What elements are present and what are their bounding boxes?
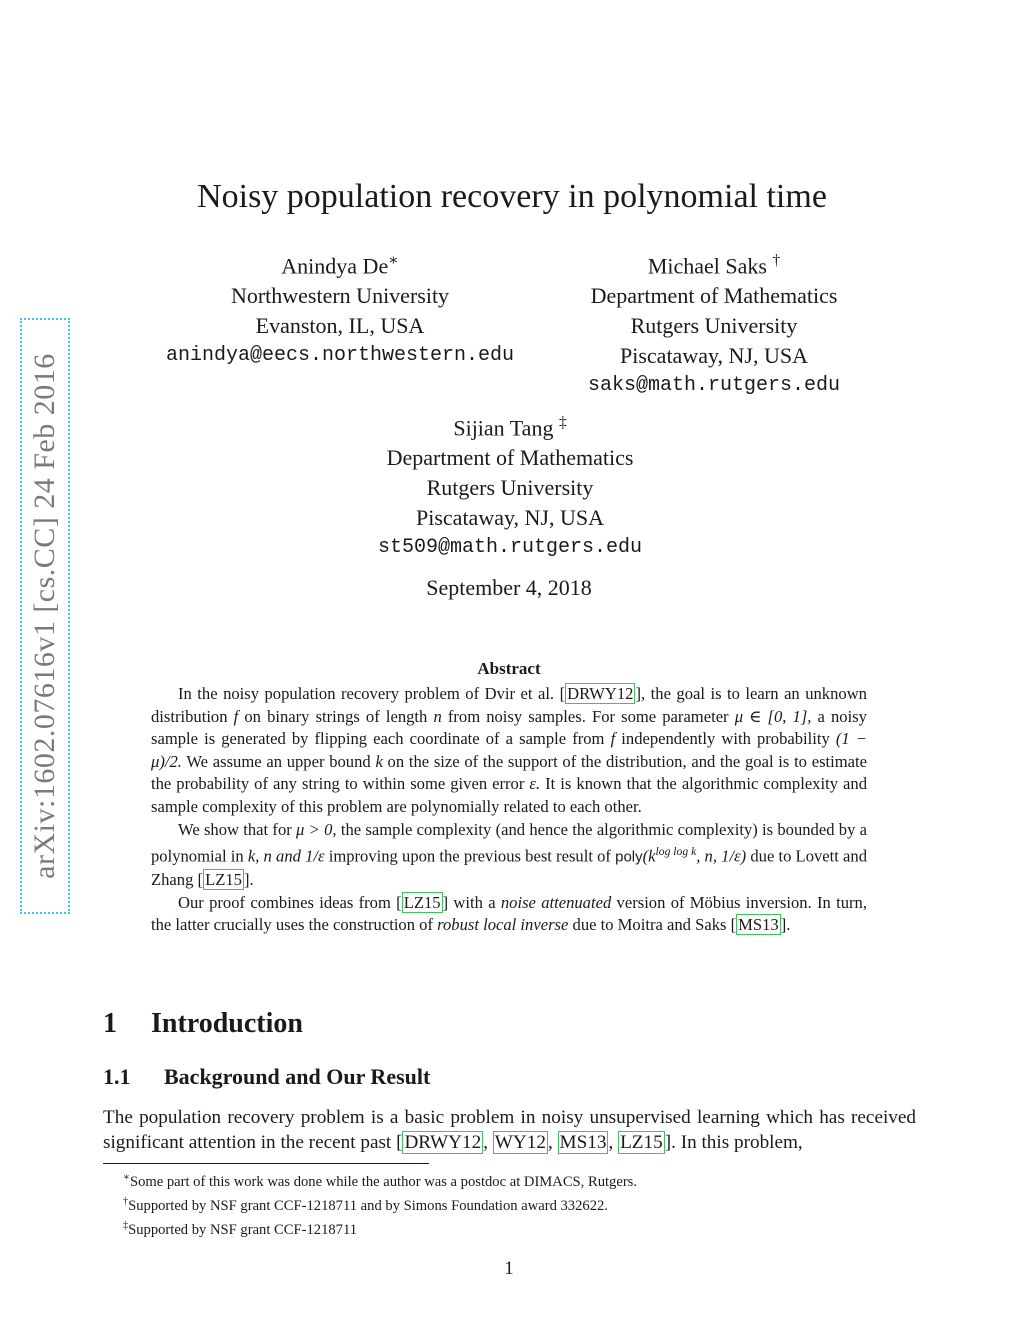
text-run: with a — [453, 892, 496, 912]
author-affiliation: Rutgers University — [630, 313, 798, 339]
text-run: It is known that the algorithmic complexity and sample complexity of this problem are polynomially related to each other. — [151, 774, 867, 816]
subsection-heading-background — [103, 1064, 430, 1090]
text-run: on binary strings of length — [244, 706, 428, 726]
abstract-body — [151, 683, 867, 937]
footnote-text: Supported by NSF grant CCF-1218711 — [128, 1221, 358, 1238]
citation-link[interactable]: WY12 — [494, 1132, 546, 1153]
math-var: ε. — [529, 774, 541, 794]
math-expr: (k — [642, 846, 656, 866]
author-name: Michael Saks — [647, 253, 767, 279]
author-block-saks — [514, 246, 914, 401]
abstract-paragraph-2: We show that for μ > 0, the sample complexity (and hence the algorithmic complexity) is bounded by a polynomial in k, n and 1/ε improving upon the previous best result of $poly(k^{log log k}$, n, 1/ε) due to Lovett and Zhang [ LZ15 ]. — [151, 819, 868, 890]
abstract-heading: Abstract — [477, 659, 541, 678]
footnote-mark[interactable]: ‡ — [558, 414, 567, 431]
arxiv-stamp — [20, 318, 70, 914]
text-run: a noisy sample is generated by flipping each coordinate of a sample from — [151, 706, 867, 749]
intro-paragraph: The population recovery problem is a basic problem in noisy unsupervised learning which has received significant attention in the recent past [ DRWY12 , WY12 , MS13 , LZ15 ]. In this problem, — [103, 1107, 916, 1153]
section-heading-introduction — [103, 1008, 303, 1040]
author-location: Piscataway, NJ, USA — [620, 343, 808, 369]
subsection-number: 1.1 — [103, 1064, 131, 1089]
citation-link[interactable]: LZ15 — [403, 892, 441, 912]
footnote-mark[interactable]: ∗ — [388, 252, 399, 269]
footnote-mark: † — [123, 1195, 129, 1207]
author-name: Sijian Tang — [453, 415, 554, 441]
math-var: f — [233, 706, 239, 726]
page-number: 1 — [504, 1258, 514, 1279]
footnotes — [103, 1168, 923, 1240]
paper-date: September 4, 2018 — [426, 575, 592, 600]
abstract-paragraph-1: In the noisy population recovery problem of Dvir et al. [ DRWY12 ], the goal is to learn an unknown distribution f on binary strings of length n from noisy samples. For some parameter μ ∈ [0, 1], a noisy sample is generated by flipping each coordinate of a sample from f independently with probability (1 − μ)/2. We assume an upper bound k on the size of the support of the distribution, and the goal is to estimate the probability of any string to within some given error ε. It is known that the algorithmic complexity and sample complexity of this problem are polynomially related to each other. — [151, 684, 868, 816]
author-block-de — [140, 246, 540, 371]
emphasis-text: noise attenuated — [500, 892, 612, 912]
math-function: poly — [615, 848, 643, 866]
text-run: We show that for — [178, 819, 292, 839]
text-run: The population recovery problem is a basic problem in noisy unsupervised learning which has received significant attention in the recent past — [103, 1107, 916, 1153]
author-name: Anindya De — [281, 253, 389, 279]
text-run: We assume an upper bound — [186, 751, 371, 771]
text-run: improving upon the previous best result of — [328, 846, 611, 866]
citation-link[interactable]: LZ15 — [620, 1132, 663, 1153]
citation-link[interactable]: MS13 — [738, 915, 779, 935]
footnote-text: Some part of this work was done while the author was a postdoc at DIMACS, Rutgers. — [129, 1173, 638, 1190]
citation-link[interactable]: DRWY12 — [404, 1132, 482, 1153]
math-expr: (1 − μ)/2. — [151, 729, 868, 771]
math-expr: k, n and 1/ε — [247, 846, 325, 866]
footnote — [103, 1216, 923, 1240]
footnote — [103, 1168, 923, 1192]
author-block-tang — [310, 408, 710, 563]
footnote-mark: ∗ — [123, 1172, 130, 1183]
emphasis-text: robust local inverse — [437, 915, 569, 935]
math-var: f — [610, 729, 616, 749]
text-run: from noisy samples. For some parameter — [447, 706, 729, 726]
arxiv-identifier[interactable]: arXiv:1602.07616v1 [cs.CC] 24 Feb 2016 — [28, 353, 61, 879]
math-expr: μ > 0, — [296, 819, 337, 839]
author-affiliation: Rutgers University — [426, 475, 594, 501]
footnote-mark[interactable]: † — [772, 252, 781, 269]
author-email[interactable]: anindya@eecs.northwestern.edu — [165, 344, 515, 368]
footnote-rule — [103, 1163, 429, 1164]
author-department: Department of Mathematics — [386, 445, 634, 471]
text-run: due to Moitra and Saks — [572, 915, 727, 935]
citation-link[interactable]: LZ15 — [205, 870, 242, 890]
paper-title: Noisy population recovery in polynomial time — [197, 178, 827, 215]
math-var: n — [433, 706, 442, 726]
text-run: In the noisy population recovery problem of Dvir et al. — [178, 684, 555, 703]
author-affiliation: Northwestern University — [230, 283, 450, 309]
footnote-mark: ‡ — [123, 1219, 129, 1231]
math-var: k — [375, 751, 383, 771]
footnote-text: Supported by NSF grant CCF-1218711 and by Simons Foundation award 332622. — [128, 1197, 608, 1214]
text-run: on the size of the support of the distribution, and the goal is to estimate the probability of any string to within some given error — [151, 751, 867, 794]
text-run: due to Lovett and Zhang — [151, 846, 868, 890]
author-location: Evanston, IL, USA — [255, 313, 425, 339]
citation-link[interactable]: DRWY12 — [567, 684, 634, 703]
citation-link[interactable]: MS13 — [559, 1132, 607, 1153]
math-expr: μ ∈ [0, 1], — [734, 706, 812, 726]
text-run: the goal is to learn an unknown distribution — [151, 684, 867, 726]
author-email[interactable]: st509@math.rutgers.edu — [377, 536, 643, 560]
section-title: Introduction — [151, 1008, 303, 1039]
text-run: Our proof combines ideas from — [178, 892, 391, 912]
subsection-title: Background and Our Result — [164, 1064, 431, 1089]
text-run: the sample complexity (and hence the algorithmic complexity) is bounded by a polynomial in — [151, 819, 868, 866]
footnote — [103, 1192, 923, 1216]
text-run: In this problem, — [680, 1132, 803, 1153]
math-expr: , n, 1/ε) — [696, 846, 747, 866]
text-run: independently with probability — [621, 729, 830, 749]
author-department: Department of Mathematics — [590, 283, 838, 309]
author-location: Piscataway, NJ, USA — [416, 505, 604, 531]
section-number: 1 — [103, 1008, 117, 1039]
math-exponent: log log k — [655, 845, 697, 859]
text-run: version of Möbius inversion. In turn, the latter crucially uses the construction of — [151, 892, 867, 935]
author-email[interactable]: saks@math.rutgers.edu — [587, 374, 841, 398]
abstract-paragraph-3: Our proof combines ideas from [ LZ15 ] with a noise attenuated version of Möbius inversion. In turn, the latter crucially uses the construction of robust local inverse due to Moitra and Saks [ MS13 ]. — [151, 892, 867, 935]
